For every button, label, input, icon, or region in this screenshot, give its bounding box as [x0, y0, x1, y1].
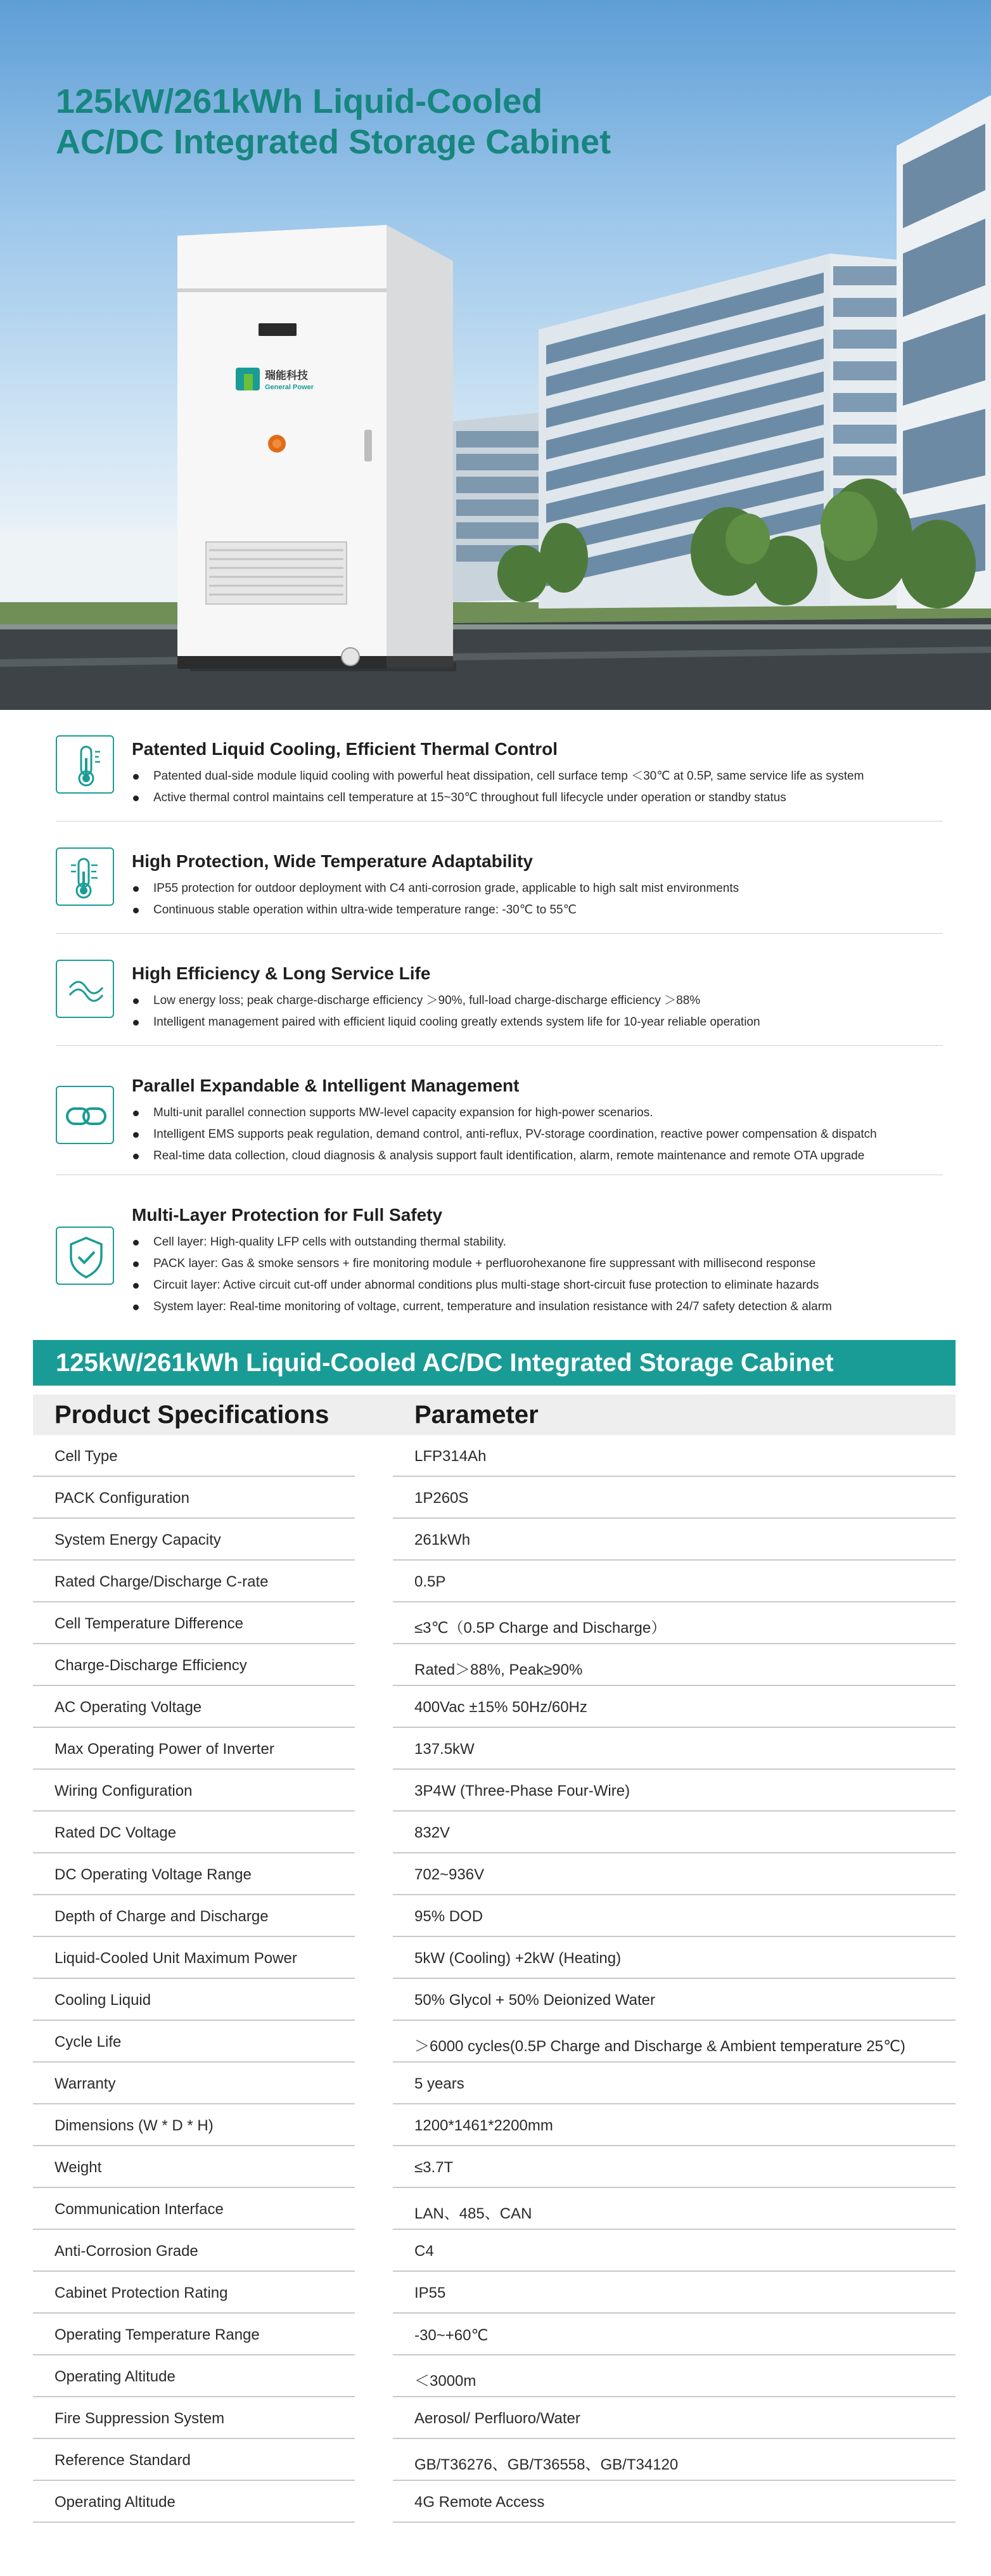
spec-row	[33, 1561, 956, 1602]
spec-row	[33, 2063, 956, 2104]
spec-value: ≤3.7T	[414, 2159, 454, 2176]
feature-title: Parallel Expandable & Intelligent Management	[132, 1076, 520, 1095]
spec-header-right: Parameter	[414, 1401, 539, 1429]
spec-row	[33, 2021, 956, 2063]
spec-value: 400Vac ±15% 50Hz/60Hz	[414, 1699, 587, 1716]
feature-bullets	[132, 878, 739, 921]
spec-value: 0.5P	[414, 1573, 446, 1590]
spec-label: Cell Type	[54, 1448, 118, 1465]
spec-banner	[33, 1340, 956, 1386]
feature-bullet: Continuous stable operation within ultra-wide temperature range: -30℃ to 55℃	[132, 899, 739, 921]
feature-bullet: IP55 protection for outdoor deployment with C4 anti-corrosion grade, applicable to high salt mist environments	[132, 878, 739, 899]
spec-label: Communication Interface	[54, 2201, 224, 2218]
storage-cabinet	[177, 225, 456, 671]
hero-title	[56, 81, 689, 162]
spec-value: ≤3℃（0.5P Charge and Discharge）	[414, 1620, 667, 1637]
spec-row	[33, 2355, 956, 2397]
spec-row	[33, 1937, 956, 1979]
spec-row	[33, 2272, 956, 2314]
thermometer-icon	[56, 735, 114, 794]
spec-value: -30~+60℃	[414, 2327, 489, 2344]
spec-value: 1P260S	[414, 1490, 469, 1507]
feature-bullet: Real-time data collection, cloud diagnosis & analysis support fault identification, alarm, remote maintenance and remote OTA upgrade	[132, 1145, 877, 1167]
hero-banner	[0, 0, 991, 710]
spec-value: 5kW (Cooling) +2kW (Heating)	[414, 1950, 622, 1967]
spec-banner-title: 125kW/261kWh Liquid-Cooled AC/DC Integrated Storage Cabinet	[56, 1349, 834, 1377]
spec-row	[33, 1602, 956, 1644]
logo-text-en: General Power	[265, 383, 314, 391]
spec-row	[33, 1853, 956, 1895]
feature-bullets	[132, 1102, 877, 1167]
spec-value: LFP314Ah	[414, 1448, 487, 1465]
spec-label: Cycle Life	[54, 2033, 122, 2051]
hero-title-line-1: 125kW/261kWh Liquid-Cooled	[56, 82, 543, 120]
spec-label: Rated Charge/Discharge C-rate	[54, 1573, 269, 1590]
feature-bullet: Low energy loss; peak charge-discharge efficiency ＞90%, full-load charge-discharge efficiency ＞88%	[132, 990, 760, 1012]
spec-row	[33, 2439, 956, 2481]
spec-label: Anti-Corrosion Grade	[54, 2243, 198, 2260]
feature-divider	[56, 1045, 943, 1046]
spec-label: Dimensions (W * D * H)	[54, 2117, 214, 2134]
feature-title: High Protection, Wide Temperature Adaptability	[132, 851, 533, 871]
spec-label: DC Operating Voltage Range	[54, 1866, 252, 1883]
spec-row	[33, 1979, 956, 2021]
spec-value: 95% DOD	[414, 1908, 483, 1925]
hero-title-line-2: AC/DC Integrated Storage Cabinet	[56, 123, 611, 161]
feature-title: Multi-Layer Protection for Full Safety	[132, 1205, 443, 1225]
thermometer-scale-icon	[56, 847, 114, 906]
spec-row	[33, 1770, 956, 1812]
spec-value: 5 years	[414, 2075, 464, 2092]
spec-label: Warranty	[54, 2075, 116, 2092]
logo-text-cn: 瑞能科技	[265, 370, 308, 382]
spec-row	[33, 2104, 956, 2146]
spec-value: Aerosol/ Perfluoro/Water	[414, 2410, 580, 2427]
spec-label: Depth of Charge and Discharge	[54, 1908, 269, 1925]
feature-bullet: Multi-unit parallel connection supports MW-level capacity expansion for high-power scenarios.	[132, 1102, 877, 1124]
spec-label: AC Operating Voltage	[54, 1699, 202, 1716]
spec-row	[33, 1477, 956, 1519]
spec-row	[33, 1435, 956, 1477]
spec-value: C4	[414, 2243, 434, 2260]
spec-label: Cooling Liquid	[54, 1992, 151, 2009]
spec-value: 832V	[414, 1824, 451, 1841]
spec-label: Cell Temperature Difference	[54, 1615, 243, 1632]
spec-value: 137.5kW	[414, 1741, 475, 1758]
wave-icon	[56, 960, 114, 1018]
feature-bullet: Circuit layer: Active circuit cut-off under abnormal conditions plus multi-stage short-circuit fuse protection to eliminate hazards	[132, 1275, 832, 1296]
spec-value: GB/T36276、GB/T36558、GB/T34120	[414, 2456, 679, 2473]
spec-value: 50% Glycol + 50% Deionized Water	[414, 1992, 655, 2009]
spec-row	[33, 1728, 956, 1770]
spec-label: Max Operating Power of Inverter	[54, 1741, 274, 1758]
spec-value: 1200*1461*2200mm	[414, 2117, 553, 2134]
feature-bullet: PACK layer: Gas & smoke sensors + fire monitoring module + perfluorohexanone fire suppressant with millisecond response	[132, 1253, 832, 1275]
spec-value: Rated＞88%, Peak≥90%	[414, 1661, 583, 1678]
spec-row	[33, 2397, 956, 2439]
spec-label: Reference Standard	[54, 2452, 191, 2469]
row-divider	[33, 2521, 355, 2523]
spec-header-left: Product Specifications	[54, 1401, 329, 1429]
link-icon	[56, 1086, 114, 1144]
spec-label: Operating Temperature Range	[54, 2326, 260, 2343]
feature-bullets	[132, 766, 864, 809]
spec-row	[33, 1644, 956, 1686]
spec-label: System Energy Capacity	[54, 1531, 221, 1549]
spec-label: Weight	[54, 2159, 102, 2176]
spec-label: Charge-Discharge Efficiency	[54, 1657, 247, 1674]
spec-label: Operating Altitude	[54, 2368, 176, 2385]
spec-value: 702~936V	[414, 1866, 485, 1883]
spec-row	[33, 2188, 956, 2230]
feature-bullet: Intelligent management paired with efficient liquid cooling greatly extends system life for 10-year reliable operation	[132, 1012, 760, 1033]
feature-bullets	[132, 990, 760, 1033]
feature-bullet: Cell layer: High-quality LFP cells with outstanding thermal stability.	[132, 1232, 832, 1253]
spec-row	[33, 1812, 956, 1853]
spec-value: 4G Remote Access	[414, 2494, 545, 2511]
spec-label: Rated DC Voltage	[54, 1824, 177, 1841]
spec-row	[33, 1686, 956, 1728]
feature-title: High Efficiency & Long Service Life	[132, 963, 431, 983]
feature-bullet: System layer: Real-time monitoring of voltage, current, temperature and insulation resistance with 24/7 safety detection & alarm	[132, 1296, 832, 1318]
spec-label: Cabinet Protection Rating	[54, 2284, 228, 2302]
spec-row	[33, 2314, 956, 2355]
spec-value: ＞6000 cycles(0.5P Charge and Discharge & Ambient temperature 25℃)	[414, 2038, 905, 2055]
spec-label: Liquid-Cooled Unit Maximum Power	[54, 1950, 297, 1967]
spec-row	[33, 2481, 956, 2523]
spec-label: Fire Suppression System	[54, 2410, 225, 2427]
feature-bullet: Active thermal control maintains cell temperature at 15~30℃ throughout full lifecycle under operation or standby status	[132, 787, 864, 809]
row-divider	[393, 2521, 956, 2523]
spec-row	[33, 2146, 956, 2188]
feature-title: Patented Liquid Cooling, Efficient Thermal Control	[132, 739, 558, 759]
spec-label: Wiring Configuration	[54, 1782, 193, 1800]
spec-value: IP55	[414, 2284, 446, 2302]
spec-row	[33, 1519, 956, 1561]
spec-label: PACK Configuration	[54, 1490, 189, 1507]
spec-table-header	[33, 1394, 956, 1435]
spec-value: 261kWh	[414, 1531, 471, 1549]
feature-bullets	[132, 1232, 832, 1318]
feature-divider	[56, 933, 943, 934]
spec-value: 3P4W (Three-Phase Four-Wire)	[414, 1782, 630, 1800]
spec-value: LAN、485、CAN	[414, 2205, 532, 2222]
spec-value: ＜3000m	[414, 2373, 476, 2390]
feature-bullet: Intelligent EMS supports peak regulation, demand control, anti-reflux, PV-storage coordination, reactive power compensation & dispatch	[132, 1124, 877, 1145]
spec-row	[33, 1895, 956, 1937]
shield-check-icon	[56, 1227, 114, 1285]
spec-row	[33, 2230, 956, 2272]
spec-label: Operating Altitude	[54, 2494, 176, 2511]
feature-bullet: Patented dual-side module liquid cooling with powerful heat dissipation, cell surface temp ＜30℃ at 0.5P, same service life as system	[132, 766, 864, 787]
